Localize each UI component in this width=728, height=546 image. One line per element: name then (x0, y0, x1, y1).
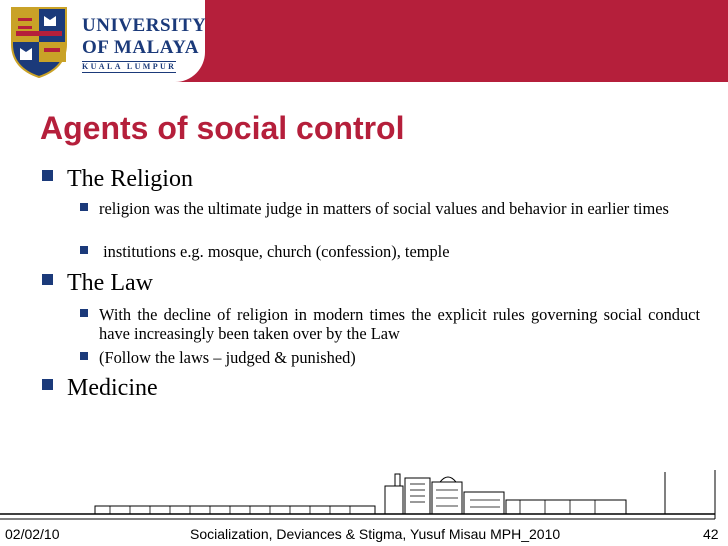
square-bullet-icon (80, 352, 88, 360)
sub-list-item (80, 242, 700, 261)
slide-title: Agents of social control (40, 110, 405, 146)
list-item-label: The Religion (67, 166, 193, 192)
sub-list-item (80, 199, 700, 218)
logo-panel (0, 0, 205, 82)
sub-list-item-text: (Follow the laws – judged & punished) (99, 348, 356, 367)
sub-list-item-text: religion was the ultimate judge in matters of social values and behavior in earlier times (99, 199, 669, 218)
university-name-line2: OF MALAYA (82, 37, 199, 58)
sub-list-item-text: With the decline of religion in modern times the explicit rules governing social conduct have increasingly been taken over by the Law (99, 305, 700, 343)
list-item-label: Medicine (67, 375, 158, 401)
list-item-label: The Law (67, 270, 153, 296)
square-bullet-icon (80, 203, 88, 211)
square-bullet-icon (42, 170, 53, 181)
university-crest-icon (8, 4, 70, 80)
square-bullet-icon (42, 379, 53, 390)
sub-list-item-text: institutions e.g. mosque, church (confession), temple (99, 242, 450, 261)
sub-list-item (80, 305, 700, 343)
university-name-line1: UNIVERSITY (82, 15, 207, 36)
campus-skyline-illustration (0, 470, 728, 526)
square-bullet-icon (80, 309, 88, 317)
sub-list-item (80, 348, 700, 367)
university-location: KUALA LUMPUR (82, 62, 177, 71)
square-bullet-icon (80, 246, 88, 254)
university-wordmark (82, 16, 206, 73)
square-bullet-icon (42, 274, 53, 285)
page-number: 42 (703, 526, 719, 542)
footer-caption: Socialization, Deviances & Stigma, Yusuf Misau MPH_2010 (190, 526, 561, 542)
footer-date: 02/02/10 (5, 526, 60, 542)
